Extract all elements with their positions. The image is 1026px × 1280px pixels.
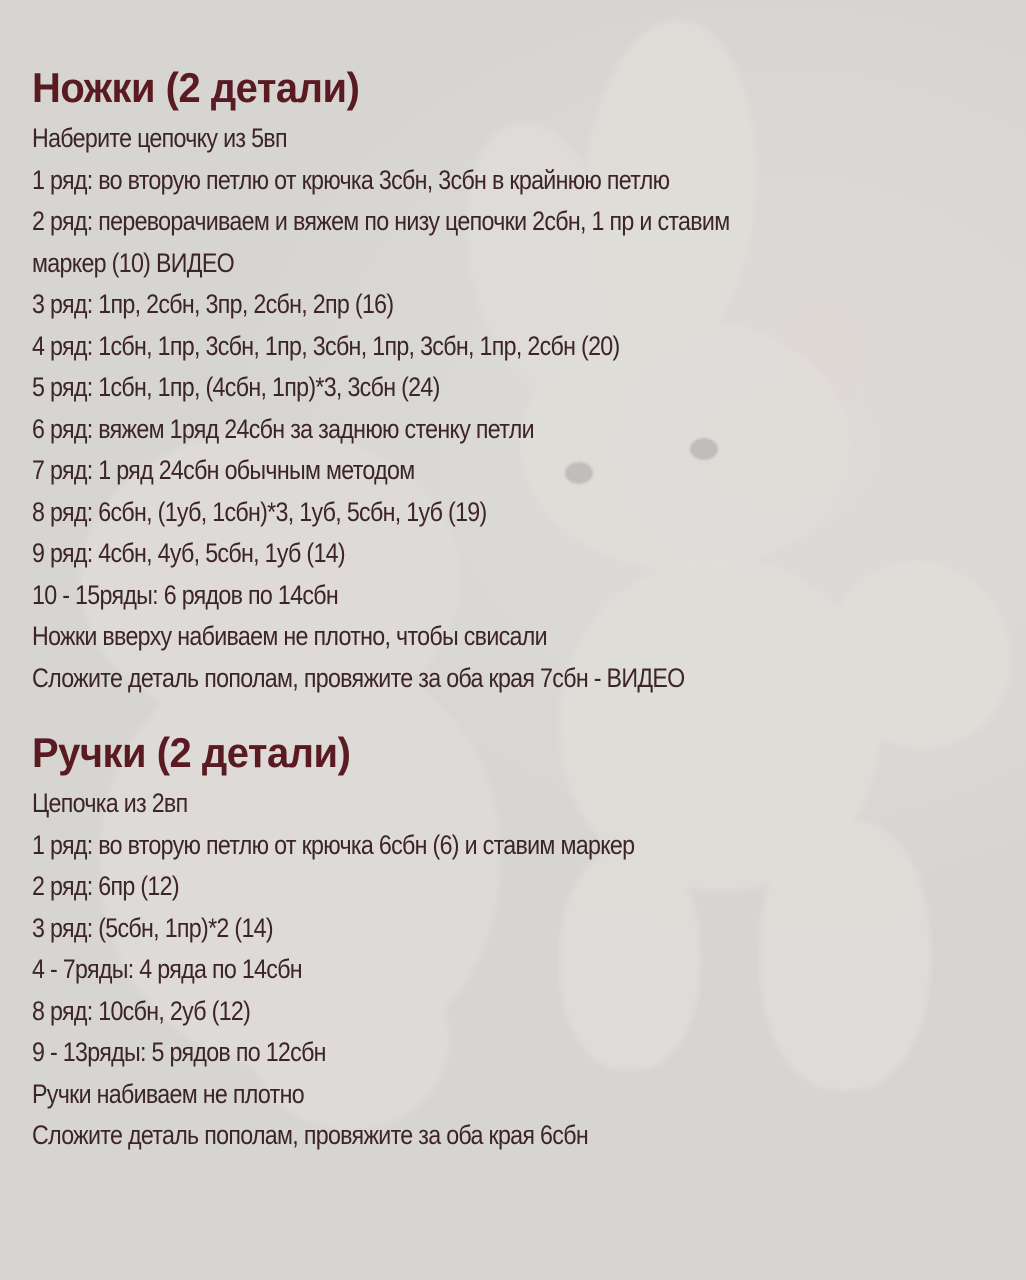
instruction-line: 5 ряд: 1сбн, 1пр, (4сбн, 1пр)*3, 3сбн (24) [32,372,440,402]
instruction-line: 10 - 15ряды: 6 рядов по 14сбн [32,579,339,610]
instruction-line: 8 ряд: 10сбн, 2уб (12) [32,995,251,1026]
instruction-line: маркер (10) ВИДЕО [32,247,234,278]
instruction-line: Цепочка из 2вп [32,788,188,818]
section-title-arms: Ручки (2 детали) [32,729,351,776]
instruction-line: Сложите деталь пополам, провяжите за оба края 7сбн - ВИДЕО [32,662,685,693]
instruction-line: 6 ряд: вяжем 1ряд 24сбн за заднюю стенку петли [32,413,534,444]
instruction-line: Ножки вверху набиваем не плотно, чтобы свисали [32,621,547,651]
instruction-line: 2 ряд: переворачиваем и вяжем по низу цепочки 2сбн, 1 пр и ставим [32,206,730,236]
instruction-line: 4 ряд: 1сбн, 1пр, 3сбн, 1пр, 3сбн, 1пр, 3сбн, 1пр, 2сбн (20) [32,330,620,361]
instruction-line: 9 - 13ряды: 5 рядов по 12сбн [32,1037,326,1067]
section-legs [32,62,1006,699]
section-title-legs: Ножки (2 детали) [32,64,360,111]
instruction-line: 7 ряд: 1 ряд 24сбн обычным методом [32,455,415,485]
instruction-line: 1 ряд: во вторую петлю от крючка 3сбн, 3сбн в крайнюю петлю [32,164,670,195]
instruction-line: Ручки набиваем не плотно [32,1078,304,1109]
instruction-line: 1 ряд: во вторую петлю от крючка 6сбн (6) и ставим маркер [32,829,635,860]
instruction-line: 9 ряд: 4сбн, 4уб, 5сбн, 1уб (14) [32,538,345,568]
instruction-line: Сложите деталь пополам, провяжите за оба края 6сбн [32,1120,588,1150]
instruction-line: Наберите цепочку из 5вп [32,123,287,153]
instruction-line: 3 ряд: (5сбн, 1пр)*2 (14) [32,912,273,943]
instruction-line: 4 - 7ряды: 4 ряда по 14сбн [32,954,302,984]
instruction-line: 3 ряд: 1пр, 2сбн, 3пр, 2сбн, 2пр (16) [32,289,394,319]
section-arms [32,727,1006,1157]
instruction-line: 2 ряд: 6пр (12) [32,871,179,901]
pattern-document [32,62,1006,1157]
instruction-line: 8 ряд: 6сбн, (1уб, 1сбн)*3, 1уб, 5сбн, 1уб (19) [32,496,487,527]
